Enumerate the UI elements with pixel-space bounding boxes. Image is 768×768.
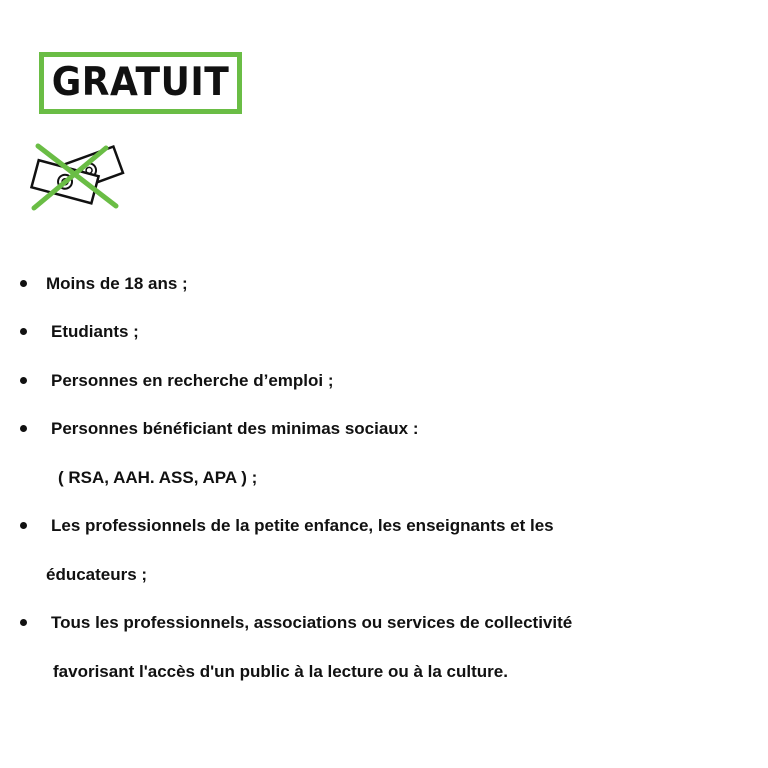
list-item-text: Personnes bénéficiant des minimas sociaux : [51, 419, 419, 438]
badge-label: GRATUIT [51, 60, 230, 105]
list-item-continuation-text: éducateurs ; [46, 565, 148, 584]
bullet [20, 328, 27, 335]
list-item-continuation-text: favorisant l'accès d'un public à la lecture ou à la culture. [53, 662, 508, 681]
bullet [20, 280, 27, 287]
bullet [20, 377, 27, 384]
list-item-text: Moins de 18 ans ; [46, 274, 188, 293]
bullet [20, 619, 27, 626]
list-item-text: Etudiants ; [51, 322, 139, 341]
list-item-text: Tous les professionnels, associations ou services de collectivité [51, 613, 573, 632]
list-item-text: Les professionnels de la petite enfance, les enseignants et les [51, 516, 554, 535]
bullet [20, 425, 27, 432]
bullet [20, 522, 27, 529]
list-item-continuation-text: ( RSA, AAH. ASS, APA ) ; [58, 468, 258, 487]
list-item-text: Personnes en recherche d’emploi ; [51, 371, 334, 390]
